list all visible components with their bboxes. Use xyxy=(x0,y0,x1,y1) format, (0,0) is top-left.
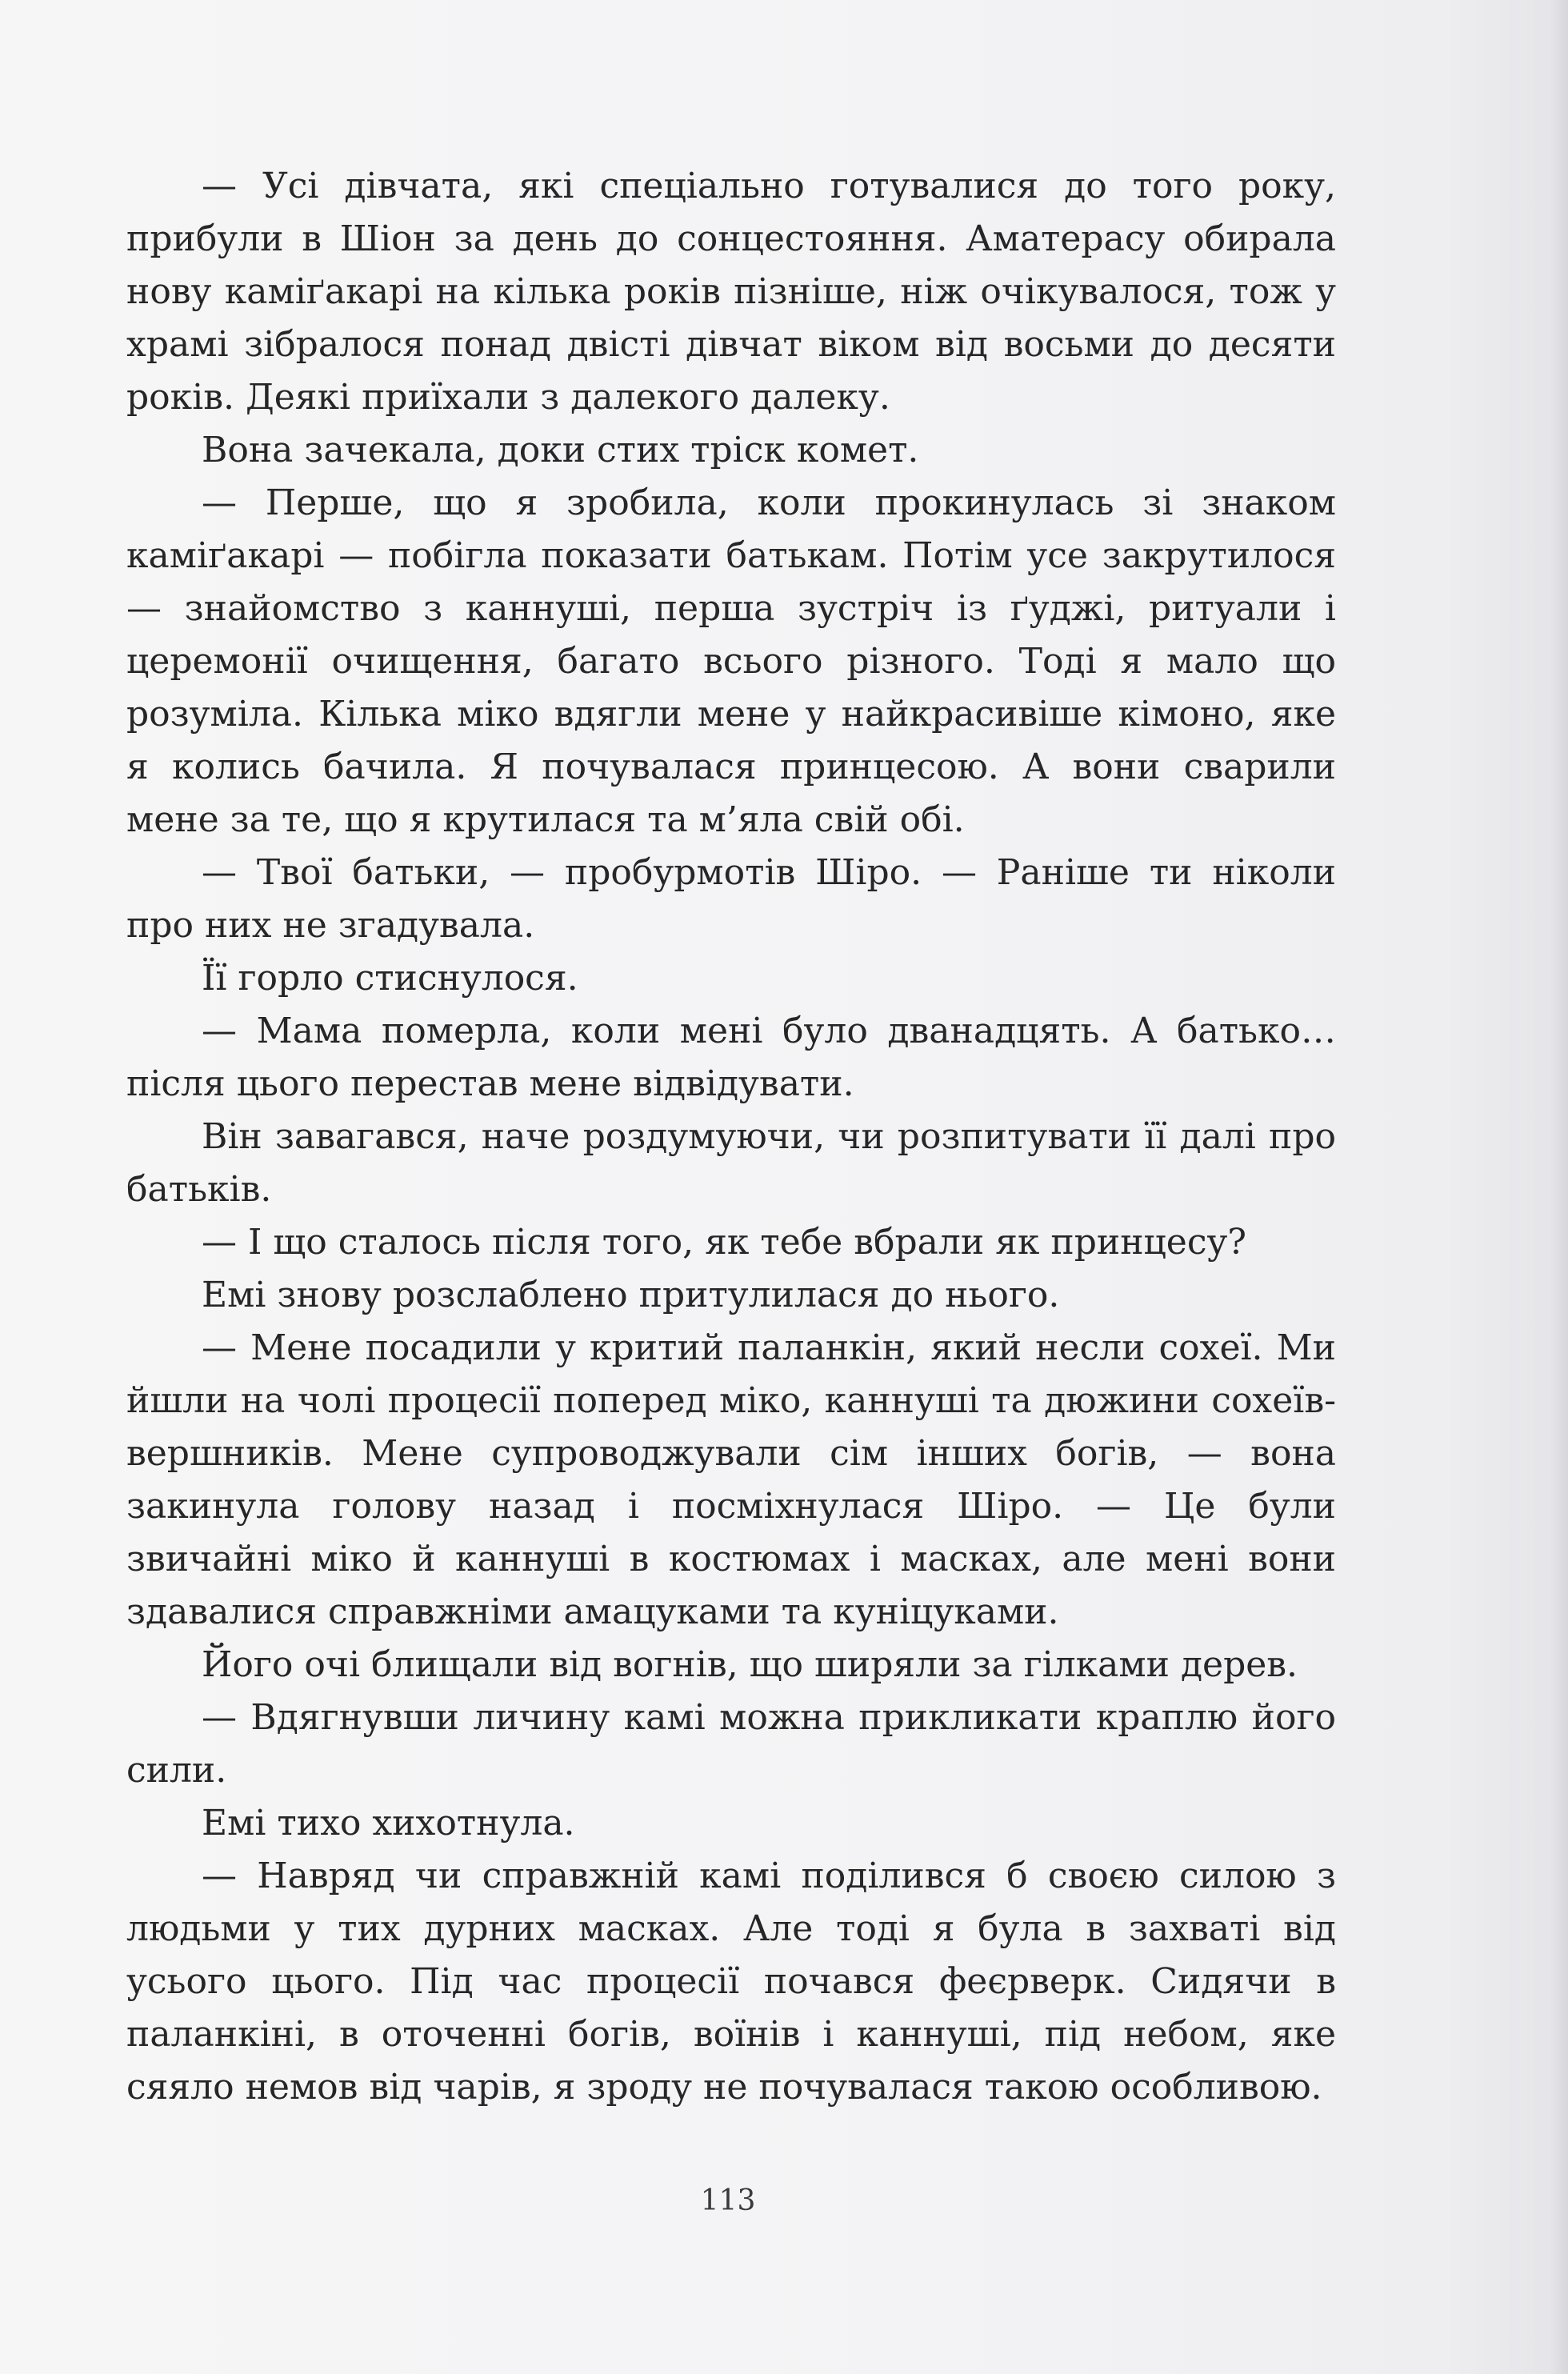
paragraph: Емі знову розслаблено притулилася до нього. xyxy=(202,1275,1060,1315)
paragraph: — Навряд чи справжній камі поділився б своєю силою з людьми у тих дурних масках. Але тоді я була в захваті від усього цього. Під час процесії почався феєрверк. Сидячи в паланкіні, в оточенні богів, воїнів і каннуші, під небом, яке сяяло немов від чарів, я зроду не почувалася такою особливою. xyxy=(126,1856,1336,2108)
paragraph: Він завагався, наче роздумуючи, чи розпитувати її далі про батьків. xyxy=(126,1116,1336,1210)
paragraph: — І що сталось після того, як тебе вбрали як принцесу? xyxy=(202,1222,1246,1263)
paragraph: Вона зачекала, доки стих тріск комет. xyxy=(202,430,919,470)
body-text xyxy=(126,160,1336,2114)
paragraph: — Усі дівчата, які спеціально готувалися до того року, прибули в Шіон за день до сонцестояння. Аматерасу обирала нову каміґакарі на кілька років пізніше, ніж очікувалося, тож у храмі зібралося понад двісті дівчат віком від восьми до десяти років. Деякі приїхали з далекого далеку. xyxy=(126,166,1336,418)
paragraph: Його очі блищали від вогнів, що ширяли за гілками дерев. xyxy=(202,1644,1298,1685)
paragraph: — Перше, що я зробила, коли прокинулась зі знаком каміґакарі — побігла показати батькам. Потім усе закрутилося — знайомство з каннуші, перша зустріч із ґуджі, ритуали і церемонії очищення, багато всього різного. Тоді я мало що розуміла. Кілька міко вдягли мене у найкрасивіше кімоно, яке я колись бачила. Я почувалася принцесою. А вони сварили мене за те, що я крутилася та м’яла свій обі. xyxy=(126,482,1336,840)
paragraph: — Мене посадили у критий паланкін, який несли сохеї. Ми йшли на чолі процесії поперед міко, каннуші та дюжини сохеїв-вершників. Мене супроводжували сім інших богів, — вона закинула голову назад і посміхнулася Шіро. — Це були звичайні міко й каннуші в костюмах і масках, але мені вони здавалися справжніми амацуками та куніцуками. xyxy=(126,1327,1336,1632)
page-number: 113 xyxy=(700,2184,756,2217)
paragraph: — Твої батьки, — пробурмотів Шіро. — Раніше ти ніколи про них не згадувала. xyxy=(126,852,1336,946)
paragraph: Її горло стиснулося. xyxy=(202,958,578,999)
page-edge-shadow xyxy=(1550,0,1568,2374)
paragraph: — Вдягнувши личину камі можна прикликати краплю його сили. xyxy=(126,1697,1336,1791)
paragraph: — Мама померла, коли мені було дванадцять. А батько… після цього перестав мене відвідувати. xyxy=(126,1011,1336,1104)
paragraph: Емі тихо хихотнула. xyxy=(202,1803,575,1844)
